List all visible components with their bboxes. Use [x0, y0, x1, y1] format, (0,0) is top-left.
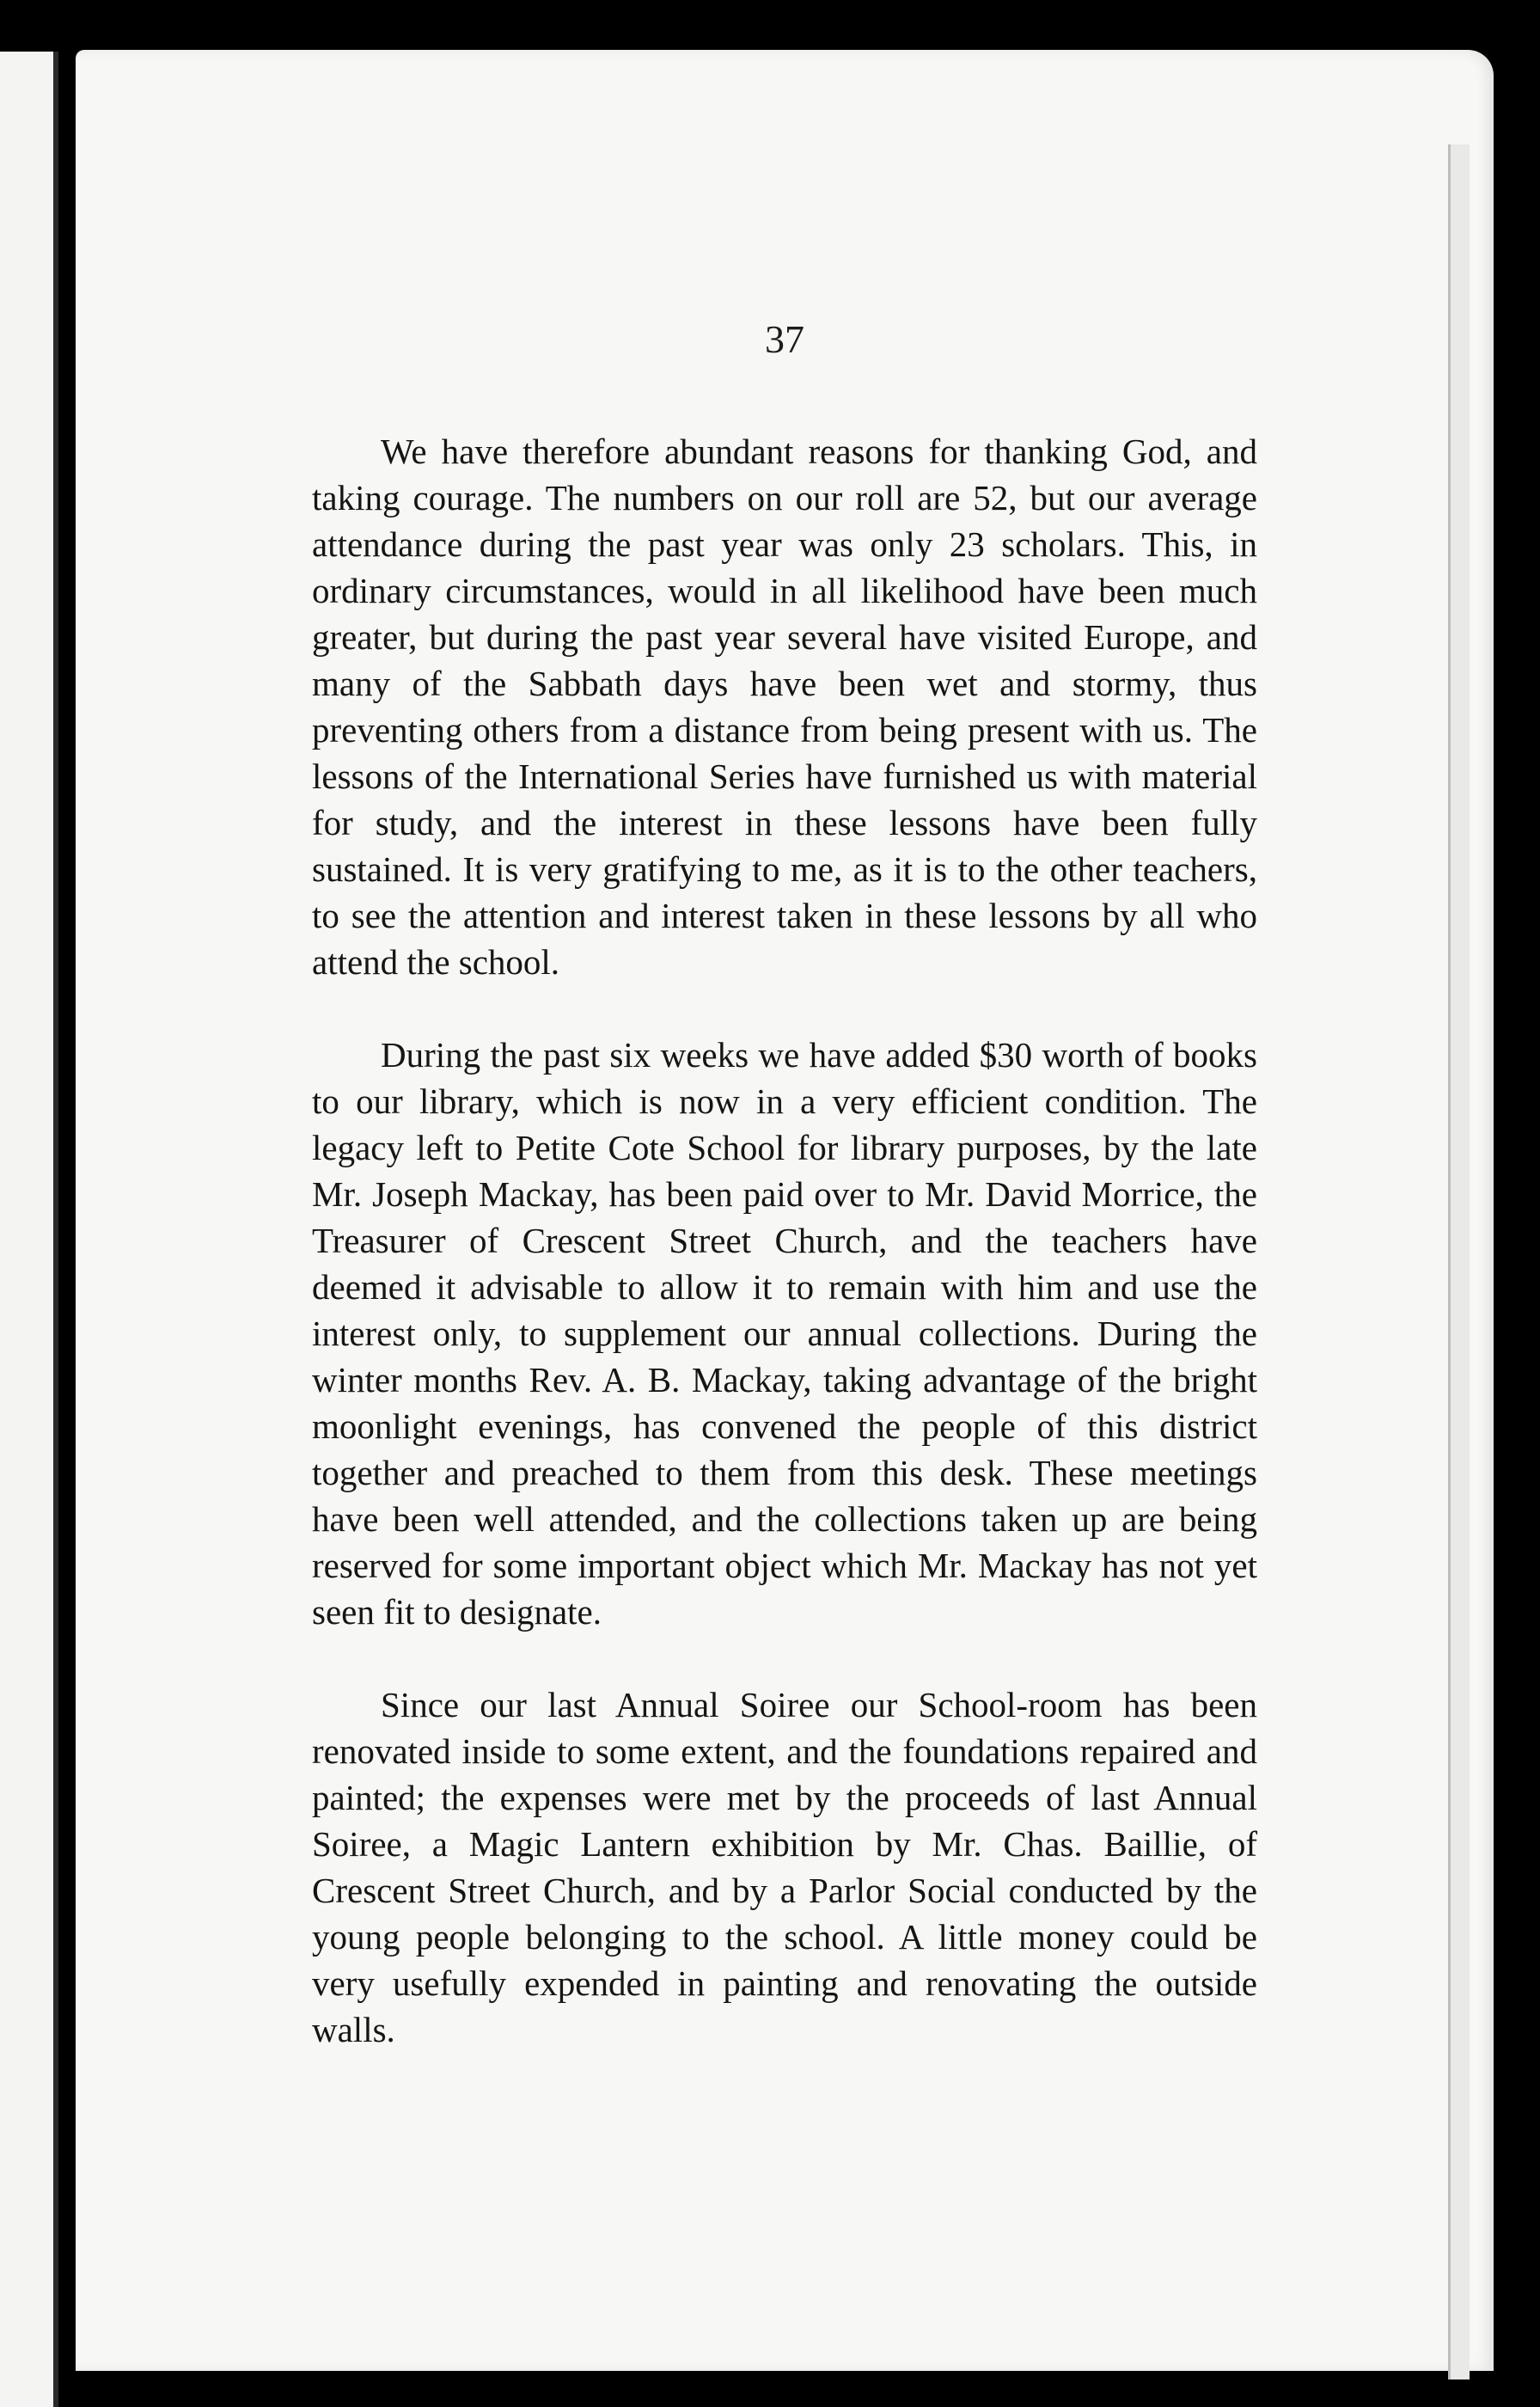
- paragraph-renovation: Since our last Annual Soiree our School-room has been renovated inside to some extent, and the foundations repaired and painted; the expenses were met by the proceeds of last Annual Soiree, a Magic Lantern exhibition by Mr. Chas. Baillie, of Crescent Street Church, and by a Parlor Social conducted by the young people belonging to the school. A little money could be very usefully expended in painting and renovating the outside walls.: [312, 1685, 1257, 2049]
- page-number: 37: [765, 317, 804, 361]
- paragraph-attendance: We have therefore abundant reasons for thanking God, and taking courage. The numbers on our roll are 52, but our average attendance during the past year was only 23 scholars. This, in ordinary circumstances, would in all likelihood have been much greater, but during the past year several have visited Europe, and many of the Sabbath days have been wet and stormy, thus preventing others from a distance from being present with us. The lessons of the International Series have furnished us with material for study, and the interest in these lessons have been fully sustained. It is very gratifying to me, as it is to the other teachers, to see the attention and interest taken in these lessons by all who attend the school.: [312, 432, 1257, 982]
- paragraph-library: During the past six weeks we have added $30 worth of books to our library, which is now in a very efficient condition. The legacy left to Petite Cote School for library purposes, by the late Mr. Joseph Mackay, has been paid over to Mr. David Morrice, the Treasurer of Crescent Street Church, and the teachers have deemed it advisable to allow it to remain with him and use the interest only, to supplement our annual collections. During the winter months Rev. A. B. Mackay, taking advantage of the bright moonlight evenings, has convened the people of this district together and preached to them from this desk. These meetings have been well attended, and the collections taken up are being reserved for some important object which Mr. Mackay has not yet seen fit to designate.: [312, 1035, 1257, 1632]
- facing-page-edge: [0, 52, 58, 2407]
- page-stack-edge: [1448, 144, 1470, 2379]
- book-page: [76, 50, 1494, 2371]
- body-text: [312, 428, 1257, 2053]
